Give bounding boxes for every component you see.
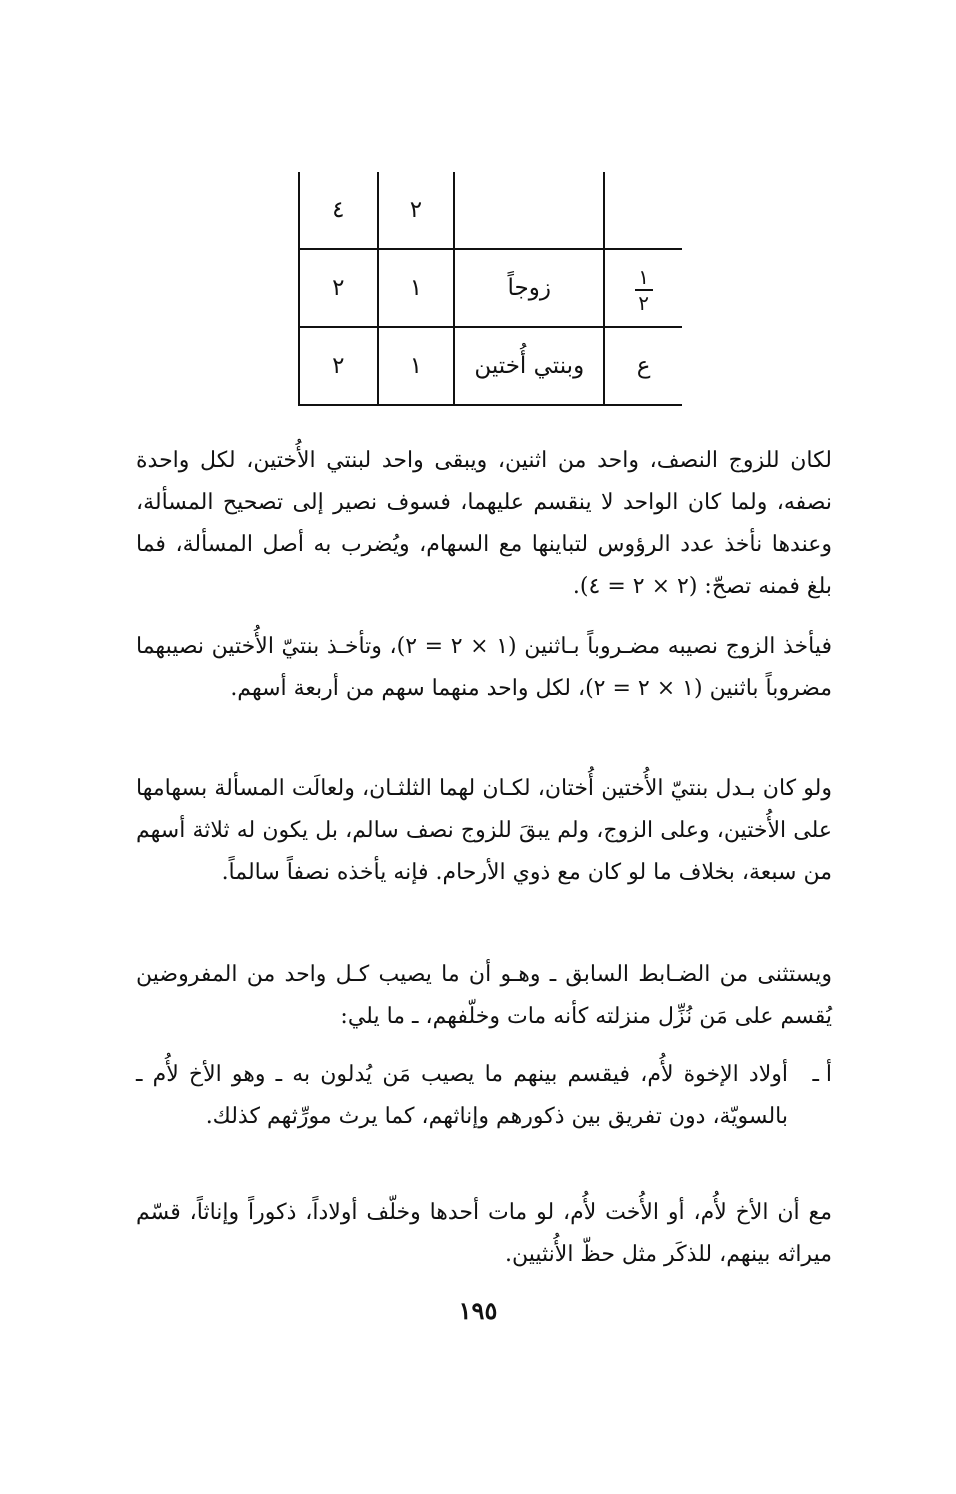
- share-cell: [604, 172, 682, 249]
- table-cell: ٢: [299, 249, 378, 327]
- heir-cell: زوجاً: [454, 249, 604, 327]
- paragraph: لكان للزوج النصف، واحد من اثنين، ويبقى واحد لبنتي الأُختين، لكل واحدة نصفه، ولما كان الواحد لا ينقسم عليهما، فسوف نصير إلى تصحيح المسألة، وعندها نأخذ عدد الرؤوس لتباينها مع السهام، ويُضرب به أصل المسألة، فما بلغ فمنه تصحّ: (٢ × ٢ = ٤).: [136, 448, 832, 599]
- inheritance-table: [298, 172, 682, 406]
- share-cell: [604, 249, 682, 327]
- table-cell: ١: [378, 249, 455, 327]
- paragraph: مع أن الأخ لأُم، أو الأُخت لأُم، لو مات أحدها وخلّف أولاداً، ذكوراً وإناثاً، قسّم ميراثه بينهم، للذكَر مثل حظّ الأُنثيين.: [136, 1200, 832, 1267]
- table-cell: ٤: [299, 172, 378, 249]
- paragraph: ويستثنى من الضـابط السابق ـ وهـو أن ما يصيب كـل واحد من المفروضين يُقسم على مَن نُزِّل منزلته كأنه مات وخلّفهم، ـ ما يلي:: [136, 962, 832, 1029]
- table-row: [299, 249, 682, 327]
- share-fraction: [635, 264, 653, 315]
- list-marker: أ ـ: [812, 1062, 832, 1087]
- paragraph: فيأخذ الزوج نصيبه مضـروباً بـاثنين (١ × ٢ = ٢)، وتأخـذ بنتيّ الأُختين نصيبهما مضروباً باثنين (١ × ٢ = ٢)، لكل واحد منهما سهم من أربعة أسهم.: [136, 634, 833, 701]
- list-item: [136, 1054, 832, 1138]
- page-number: ١٩٥: [458, 1296, 498, 1325]
- paragraph: ولو كان بـدل بنتيّ الأُختين أُختان، لكـان لهما الثلثـان، ولعالَت المسألة بسهامها على الأُختين، وعلى الزوج، ولم يبقَ للزوج نصف سالم، بل يكون له ثلاثة أسهم من سبعة، بخلاف ما لو كان مع ذوي الأرحام. فإنه يأخذه نصفاً سالماً.: [136, 776, 832, 885]
- table-cell: ٢: [299, 327, 378, 405]
- heir-cell: وبنتي أُختين: [454, 327, 604, 405]
- table-cell: ٢: [378, 172, 455, 249]
- share-cell: ع: [604, 327, 682, 405]
- heir-cell: [454, 172, 604, 249]
- table-row: [299, 172, 682, 249]
- list-item-text: أولاد الإخوة لأُم، فيقسم بينهم ما يصيب مَن يُدلون به ـ وهو الأخ لأُم ـ بالسويّة، دون تفريق بين ذكورهم وإناثهم، كما يرث مورِّثهم كذلك.: [136, 1062, 788, 1129]
- table-cell: ١: [378, 327, 455, 405]
- fraction-denominator: ٢: [638, 290, 649, 315]
- fraction-numerator: ١: [638, 264, 649, 289]
- table-row: [299, 327, 682, 405]
